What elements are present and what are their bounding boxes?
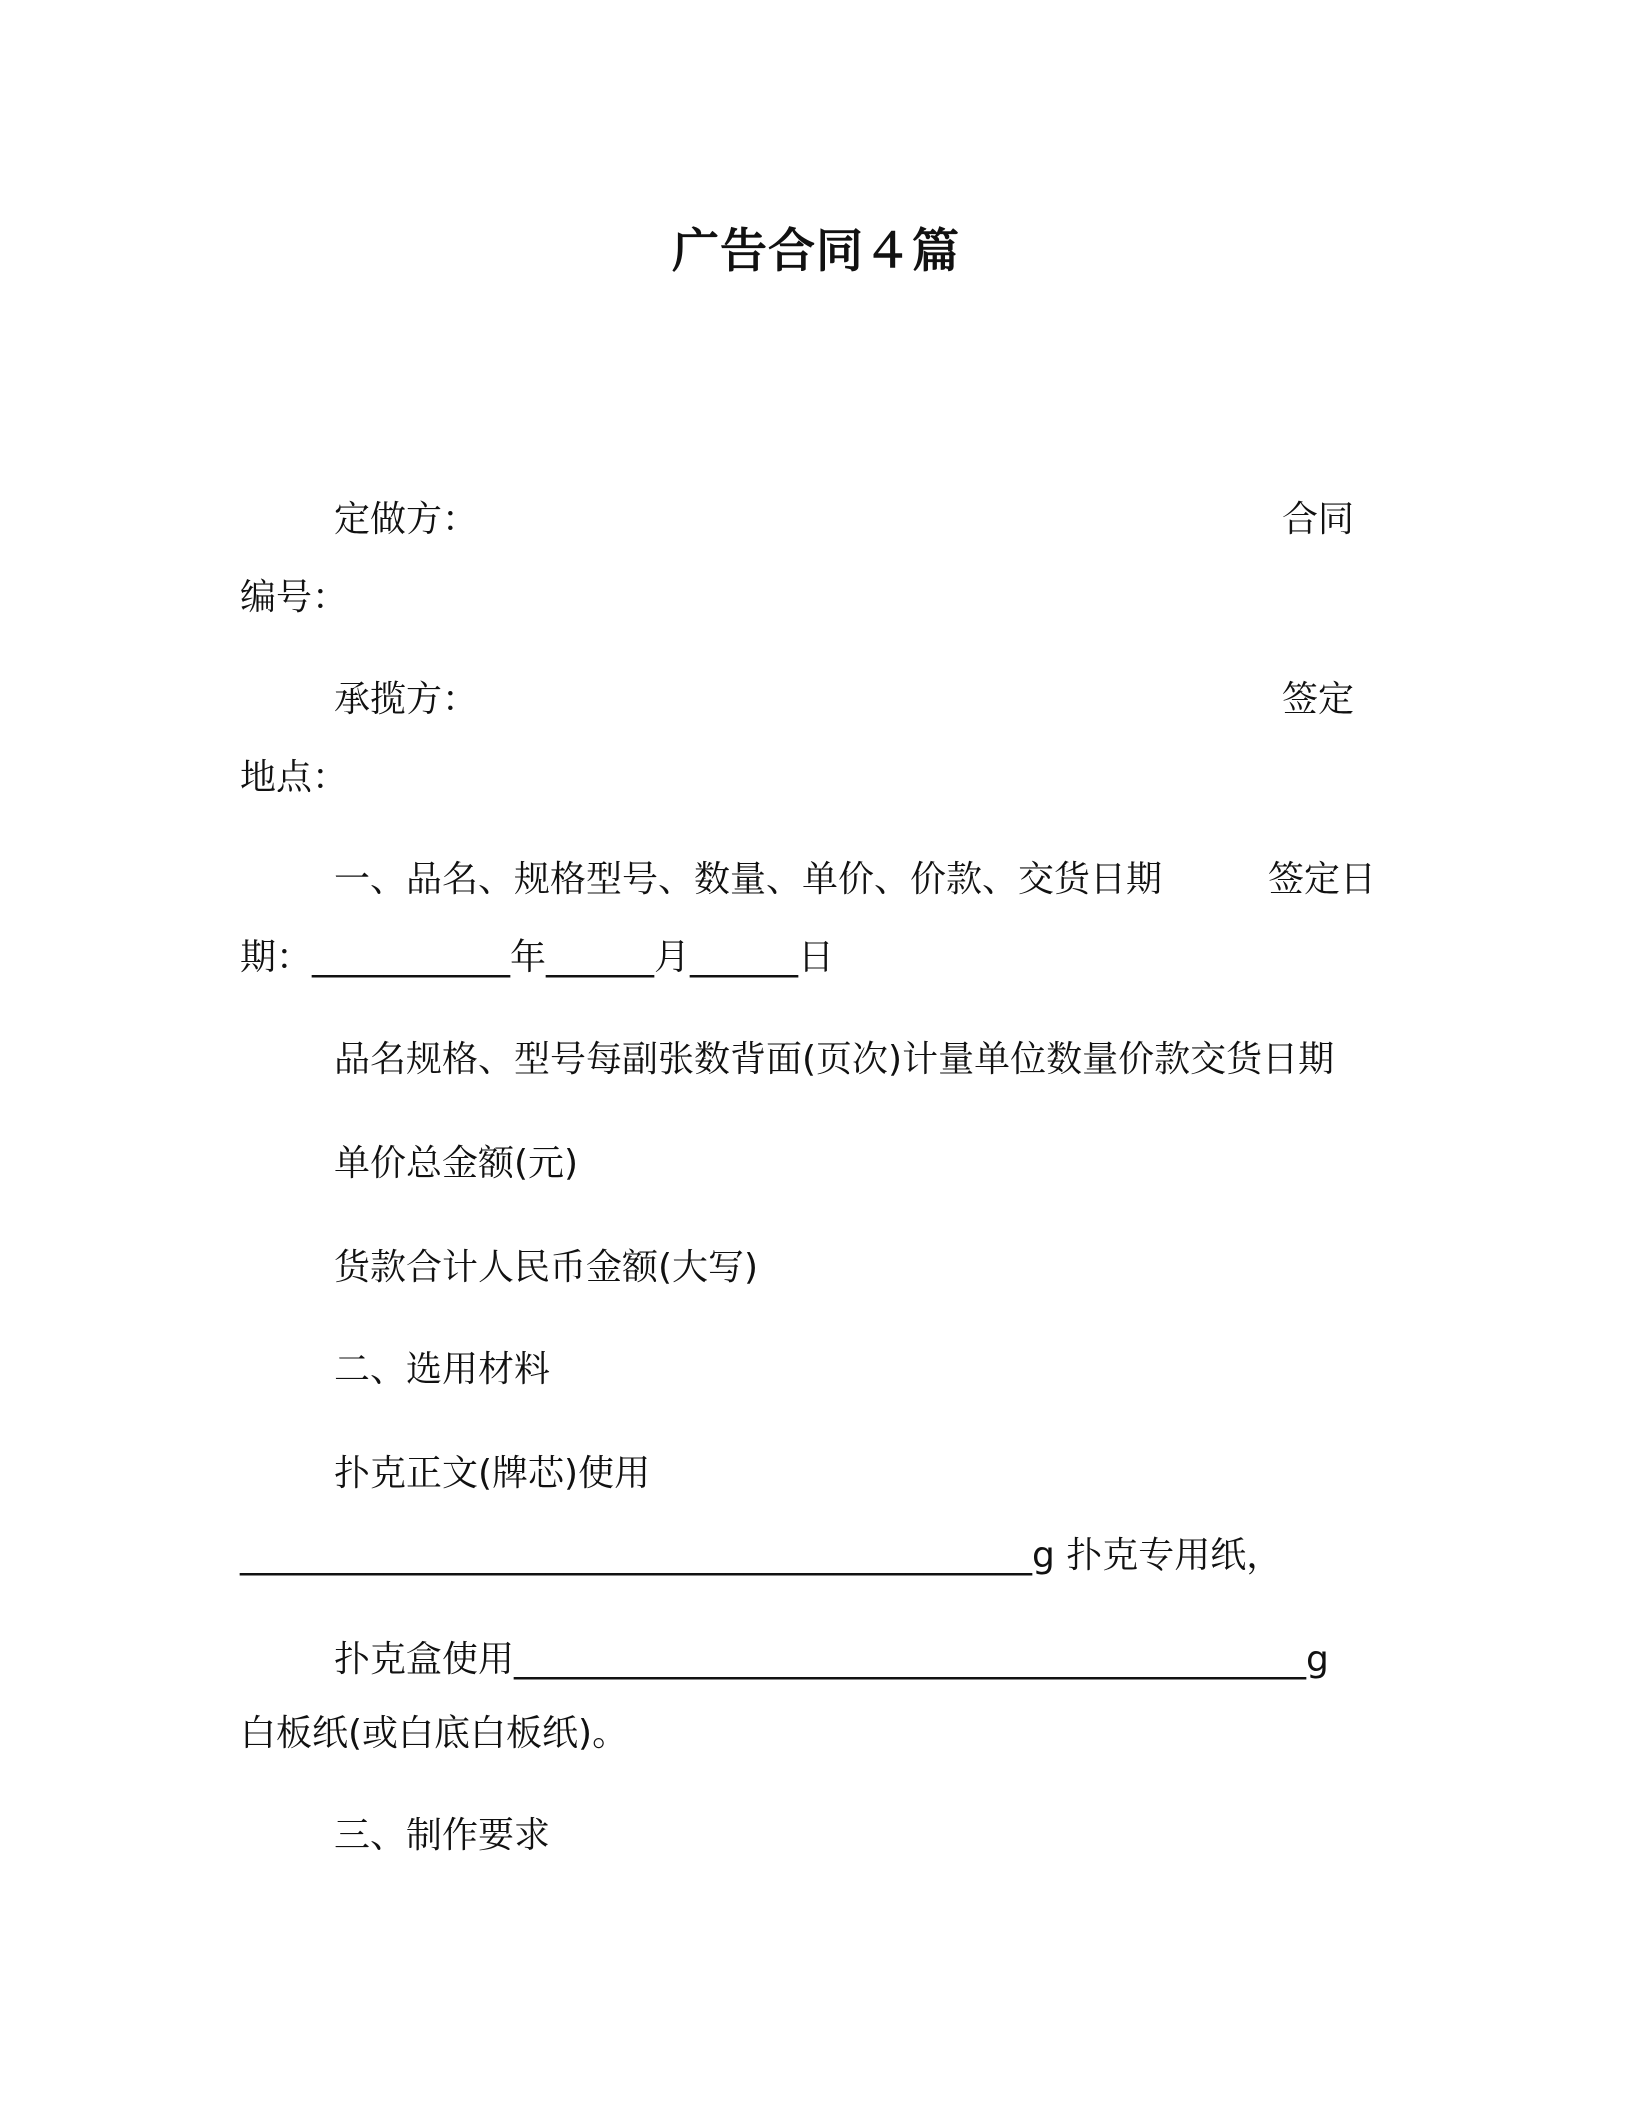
signing-place-label: 地点： <box>240 757 349 798</box>
card-box-line: 扑克盒使用____________________________________________g <box>334 1639 1329 1680</box>
unit-price-line: 单价总金额(元) <box>334 1143 579 1184</box>
contract-label: 合同 <box>1282 499 1355 540</box>
table-header-line: 品名规格、型号每副张数背面(页次)计量单位数量价款交货日期 <box>334 1039 1335 1080</box>
document-title: 广告合同４篇 <box>672 224 960 279</box>
signing-date-line: 期：___________年______月______日 <box>240 937 835 978</box>
section-one-heading: 一、品名、规格型号、数量、单价、价款、交货日期 <box>334 859 1163 900</box>
card-paper-line: ____________________________________________g 扑克专用纸， <box>240 1535 1283 1576</box>
party-a-label: 定做方： <box>334 499 479 540</box>
section-three-heading: 三、制作要求 <box>334 1815 551 1856</box>
signing-date-label: 签定日 <box>1268 859 1377 900</box>
contract-number-label: 编号： <box>240 577 349 618</box>
card-box-paper-line: 白板纸(或白底白板纸)。 <box>240 1713 629 1754</box>
card-body-line: 扑克正文(牌芯)使用 <box>334 1453 651 1494</box>
signing-label: 签定 <box>1282 679 1355 720</box>
section-two-heading: 二、选用材料 <box>334 1349 551 1390</box>
party-b-label: 承揽方： <box>334 679 479 720</box>
total-amount-line: 货款合计人民币金额(大写) <box>334 1247 759 1288</box>
